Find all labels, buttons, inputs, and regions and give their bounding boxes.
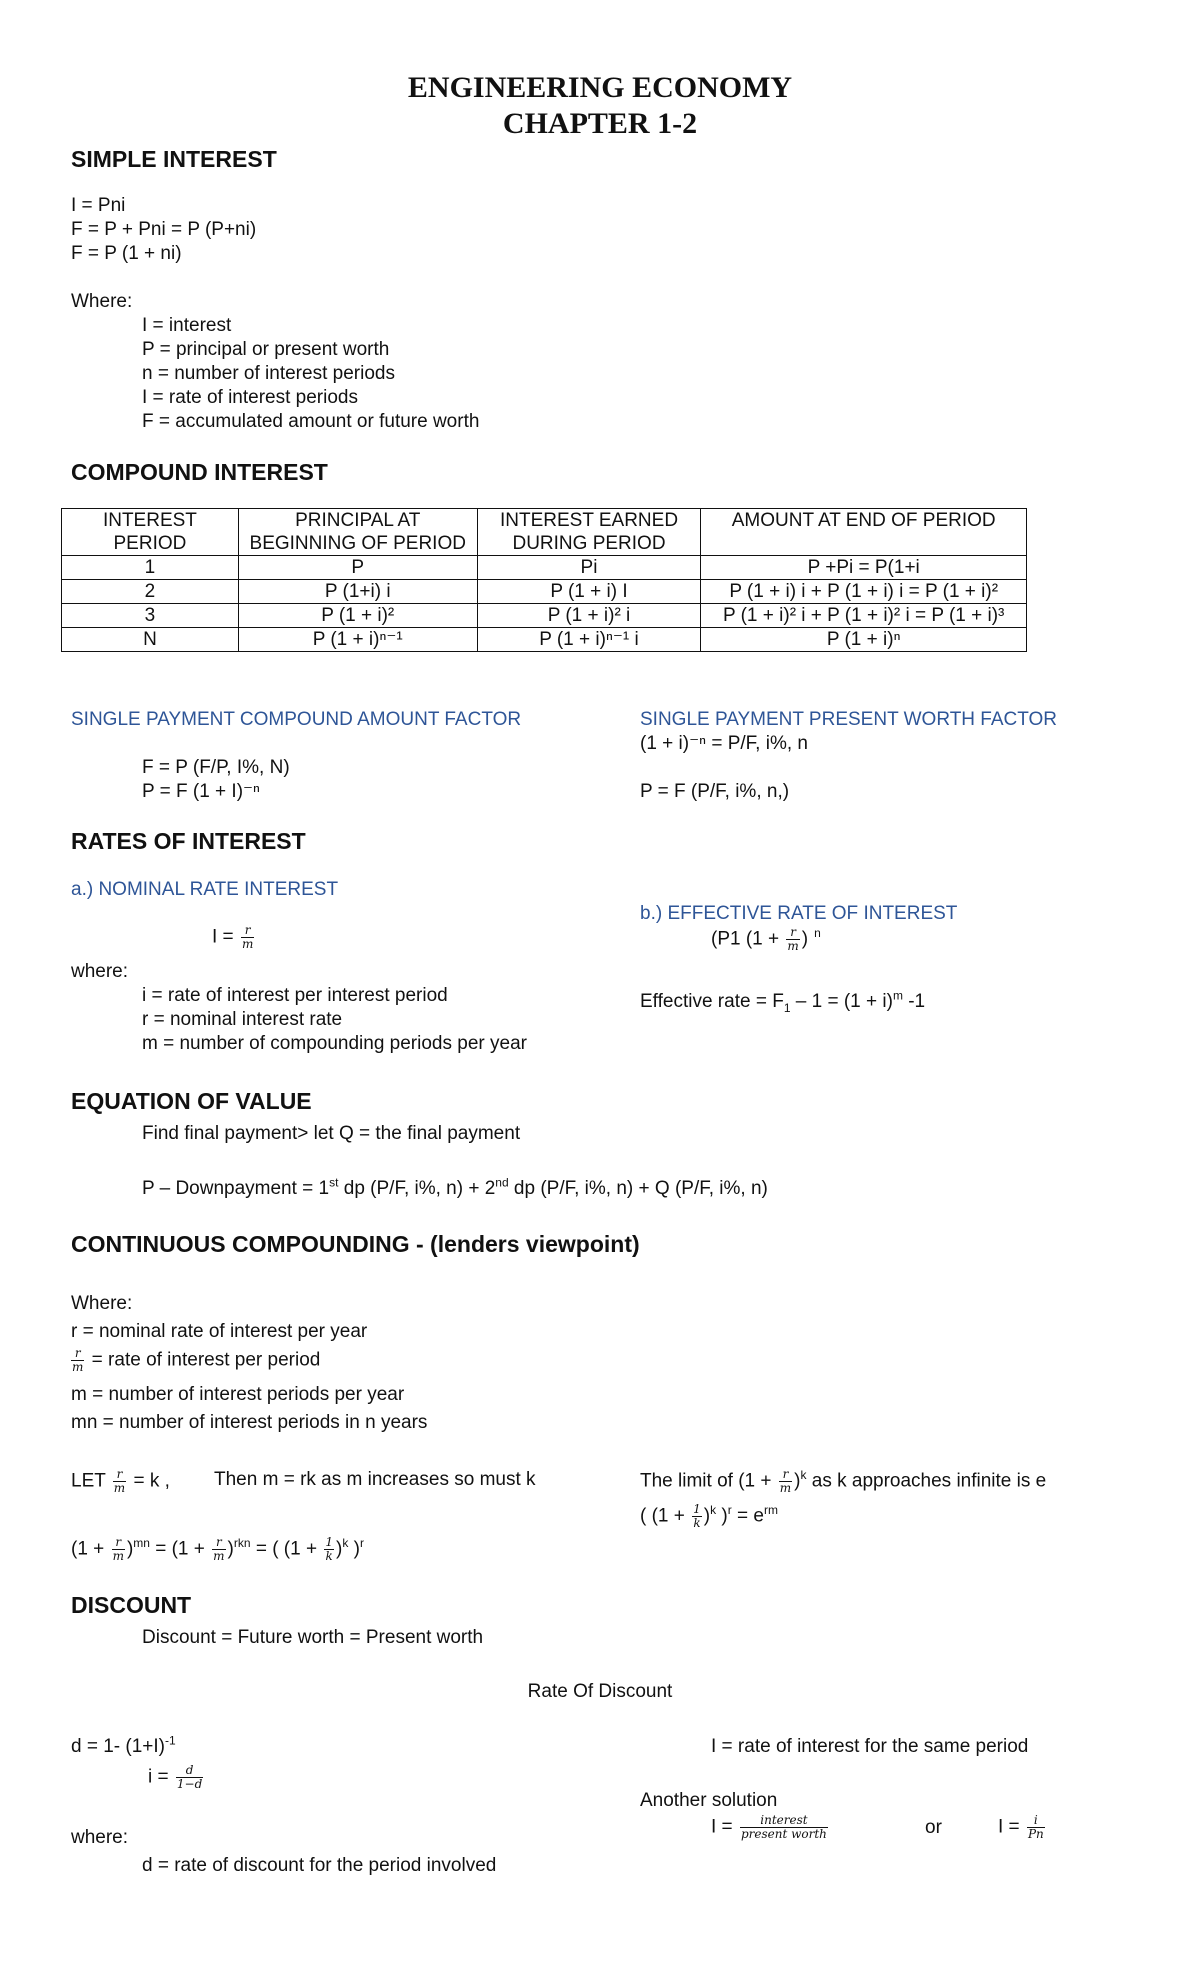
eov-heading: EQUATION OF VALUE — [71, 1088, 312, 1114]
table-cell: P — [238, 556, 477, 580]
table-header-cell: AMOUNT AT END OF PERIOD — [701, 509, 1027, 556]
compound-interest-heading: COMPOUND INTEREST — [71, 459, 328, 485]
spcaf-line-2: P = F (1 + I)⁻ⁿ — [142, 781, 260, 802]
table-cell: P (1 + i)² — [238, 604, 477, 628]
table-cell: P (1 + i)² i + P (1 + i)² i = P (1 + i)³ — [701, 604, 1027, 628]
table-cell: 1 — [62, 556, 239, 580]
table-cell: P (1 + i)ⁿ⁻¹ — [238, 628, 477, 652]
table-cell: P +Pi = P(1+i — [701, 556, 1027, 580]
continuous-where: Where: — [71, 1293, 133, 1314]
rates-heading: RATES OF INTEREST — [71, 828, 306, 854]
rates-def: r = nominal interest rate — [142, 1009, 343, 1030]
continuous-def: $\frac{r}{m}$ = rate of interest per period — [72, 1346, 321, 1374]
table-cell: P (1 + i)ⁿ⁻¹ i — [477, 628, 701, 652]
another-formula-2: I = $\frac{i}{Pn}$ — [998, 1813, 1044, 1841]
let-formula: LET $\frac{r}{m}$ = k , — [71, 1467, 170, 1495]
effective-rate-formula: Effective rate = $F_1 - 1 = (1 + i)^m$ -1 — [640, 988, 926, 1015]
one-over-k-fraction: $\frac{1}{k}$ — [325, 1535, 333, 1563]
continuous-def: r = nominal rate of interest per year — [71, 1321, 368, 1342]
or-text: or — [925, 1817, 942, 1838]
sppwf-line-2: P = F (P/F, i%, n,) — [640, 781, 790, 802]
then-text: Then m = rk as m increases so must k — [214, 1469, 536, 1490]
continuous-heading: CONTINUOUS COMPOUNDING - (lenders viewpoint) — [71, 1231, 640, 1257]
table-cell: 2 — [62, 580, 239, 604]
sppwf-line-1: (1 + i)⁻ⁿ = P/F, i%, n — [640, 733, 808, 754]
r-over-m-fraction: $\frac{r}{m}$ — [72, 1346, 84, 1374]
table-cell: Pi — [477, 556, 701, 580]
spcaf-line-1: F = P (F/P, I%, N) — [142, 757, 290, 778]
table-cell: P (1 + i)ⁿ — [701, 628, 1027, 652]
simple-def: n = number of interest periods — [142, 363, 395, 384]
discount-where: where: — [71, 1827, 129, 1848]
table-header-cell: INTEREST EARNED DURING PERIOD — [477, 509, 701, 556]
erm-formula: ( (1 + $\frac{1}{k}$ )$^k$ )$^r = e^{rm}$ — [640, 1502, 778, 1530]
table-cell: P (1 + i)² i — [477, 604, 701, 628]
eov-line-1: Find final payment> let Q = the final payment — [142, 1123, 521, 1144]
table-row — [62, 580, 1027, 604]
simple-def: F = accumulated amount or future worth — [142, 411, 480, 432]
i-over-pn-fraction: $\frac{i}{Pn}$ — [1027, 1813, 1044, 1841]
table-row — [62, 556, 1027, 580]
rates-where: where: — [71, 961, 129, 982]
simple-where: Where: — [71, 291, 133, 312]
continuous-def: m = number of interest periods per year — [71, 1384, 405, 1405]
continuous-def: mn = number of interest periods in n years — [71, 1412, 428, 1433]
compound-interest-table — [61, 508, 1027, 652]
limit-text: The limit of (1 + $\frac{r}{m}$ )$^k$ as k approaches infinite is e — [640, 1467, 1047, 1495]
simple-def: P = principal or present worth — [142, 339, 390, 360]
simple-def: I = rate of interest periods — [142, 387, 358, 408]
interest-over-present-worth-fraction: $\frac{\text{interest}}{\text{present worth}}$ — [740, 1813, 827, 1841]
effective-heading: b.) EFFECTIVE RATE OF INTEREST — [640, 903, 958, 924]
r-over-m-fraction: $\frac{r}{m}$ — [113, 1467, 126, 1495]
rate-def: I = rate of interest for the same period — [711, 1736, 1029, 1757]
r-over-m-fraction: $\frac{r}{m}$ — [241, 923, 254, 951]
table-cell: 3 — [62, 604, 239, 628]
table-header-cell: INTEREST PERIOD — [62, 509, 239, 556]
d-over-1-minus-d-fraction: $\frac{d}{1-d}$ — [176, 1763, 203, 1791]
page-subtitle: CHAPTER 1-2 — [502, 107, 698, 140]
spcaf-heading: SINGLE PAYMENT COMPOUND AMOUNT FACTOR — [71, 709, 522, 730]
table-cell: P (1 + i) I — [477, 580, 701, 604]
another-formula-1: I = $\frac{\text{interest}}{\text{present worth}}$ — [711, 1813, 827, 1841]
table-cell: P (1+i) i — [238, 580, 477, 604]
rate-of-discount-heading: Rate Of Discount — [527, 1681, 673, 1702]
discount-heading: DISCOUNT — [71, 1592, 192, 1618]
simple-formula-2: F = P + Pni = P (P+ni) — [71, 219, 257, 240]
effective-formula: (P1 (1 + $\frac{r}{m}$ ) $^n$ — [711, 925, 821, 953]
one-over-k-fraction: $\frac{1}{k}$ — [693, 1502, 701, 1530]
simple-formula-3: F = P (1 + ni) — [71, 243, 182, 264]
nominal-formula: I = $\frac{r}{m}$ — [212, 923, 254, 951]
rates-def: i = rate of interest per interest period — [142, 985, 448, 1006]
r-over-m-fraction: $\frac{r}{m}$ — [112, 1535, 124, 1563]
r-over-m-fraction: $\frac{r}{m}$ — [787, 925, 799, 953]
eov-line-2: P – Downpayment = 1st dp (P/F, i%, n) + 2nd dp (P/F, i%, n) + Q (P/F, i%, n) — [142, 1175, 768, 1199]
r-over-m-fraction: $\frac{r}{m}$ — [779, 1467, 792, 1495]
discount-def: d = rate of discount for the period involved — [142, 1855, 497, 1876]
page-title: ENGINEERING ECONOMY — [407, 71, 793, 104]
nominal-heading: a.) NOMINAL RATE INTEREST — [71, 879, 339, 900]
continuous-equation: (1 + $\frac{r}{m}$ )$^{mn}$ = (1 + $\frac{r}{m}$ )$^{rkn}$ = ( (1 + $\frac{1}{k}$ )$^k$ )$^r$ — [71, 1535, 364, 1563]
table-cell: P (1 + i) i + P (1 + i) i = P (1 + i)² — [701, 580, 1027, 604]
table-header-cell: PRINCIPAL AT BEGINNING OF PERIOD — [238, 509, 477, 556]
table-header-row — [62, 509, 1027, 556]
simple-formula-1: I = Pni — [71, 195, 126, 216]
table-row — [62, 604, 1027, 628]
simple-interest-heading: SIMPLE INTEREST — [71, 146, 277, 172]
another-solution: Another solution — [640, 1790, 778, 1811]
rates-def: m = number of compounding periods per year — [142, 1033, 527, 1054]
r-over-m-fraction: $\frac{r}{m}$ — [213, 1535, 225, 1563]
d-formula: d = 1- $(1+I)^{-1}$ — [71, 1733, 176, 1757]
simple-def: I = interest — [142, 315, 232, 336]
sppwf-heading: SINGLE PAYMENT PRESENT WORTH FACTOR — [640, 709, 1058, 730]
table-cell: N — [62, 628, 239, 652]
i-formula: i = $\frac{d}{1-d}$ — [148, 1763, 203, 1791]
table-row — [62, 628, 1027, 652]
discount-line: Discount = Future worth = Present worth — [142, 1627, 484, 1648]
